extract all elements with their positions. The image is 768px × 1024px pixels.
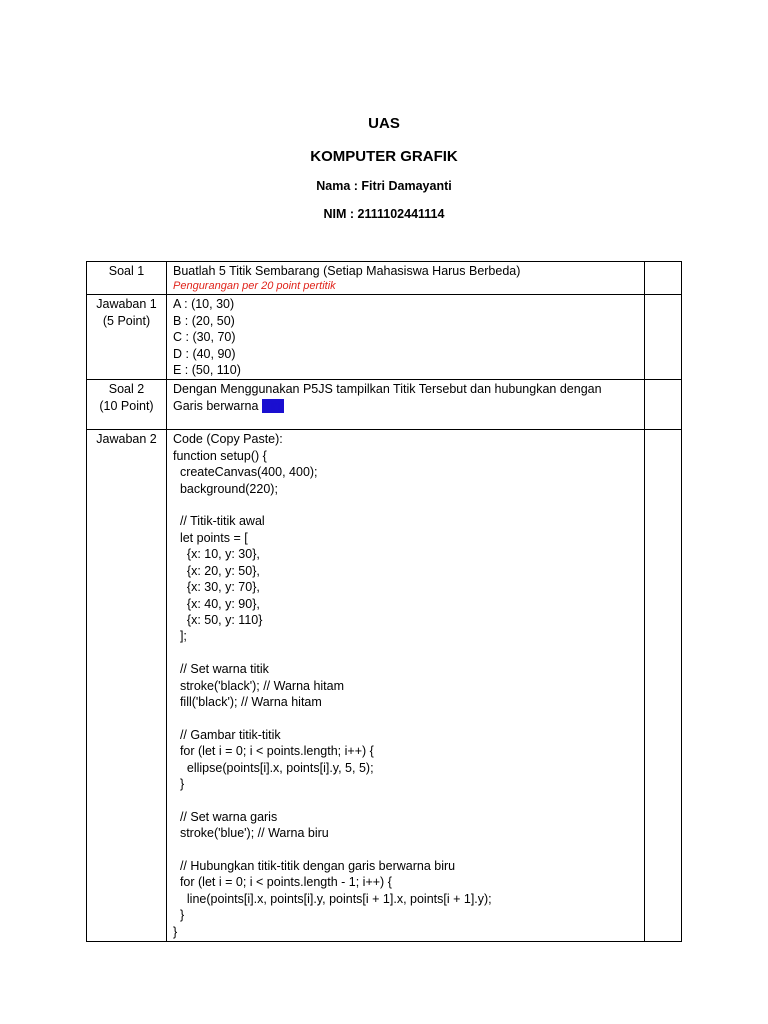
row-label (87, 430, 167, 942)
code-line: // Set warna garis (173, 809, 278, 824)
row-content (167, 380, 645, 430)
highlighted-word: Biru (261, 398, 285, 413)
code-line (173, 710, 638, 726)
soal-1-label: Soal 1 (108, 264, 145, 278)
code-block (167, 430, 645, 942)
code-line: {x: 40, y: 90}, (173, 596, 260, 611)
code-line: ]; (173, 629, 187, 644)
code-line: } (173, 924, 178, 939)
code-line: ellipse(points[i].x, points[i].y, 5, 5); (173, 760, 374, 775)
point-d: D : (40, 90) (173, 346, 236, 361)
code-line (173, 497, 638, 513)
code-line: } (173, 908, 185, 923)
code-line: {x: 30, y: 70}, (173, 580, 260, 595)
code-line: stroke('blue'); // Warna biru (173, 826, 329, 841)
jawaban-1-points: (5 Point) (102, 313, 151, 328)
code-line: // Titik-titik awal (173, 514, 265, 529)
soal-1-note: Pengurangan per 20 point pertitik (173, 280, 336, 293)
code-line: for (let i = 0; i < points.length - 1; i++) { (173, 875, 392, 890)
code-line: createCanvas(400, 400); (173, 465, 318, 480)
code-line: // Set warna titik (173, 662, 269, 677)
jawaban-1-label: Jawaban 1 (96, 297, 157, 312)
code-line: line(points[i].x, points[i].y, points[i + 1].x, points[i + 1].y); (173, 891, 492, 906)
row-label (87, 380, 167, 430)
code-line: Code (Copy Paste): (173, 432, 283, 447)
table-row-jawaban-2 (87, 430, 682, 942)
code-line: {x: 10, y: 30}, (173, 547, 260, 562)
row-content (167, 262, 645, 295)
code-line: for (let i = 0; i < points.length; i++) { (173, 744, 374, 759)
code-line: {x: 50, y: 110} (173, 612, 263, 627)
point-a: A : (10, 30) (173, 297, 235, 312)
code-line: background(220); (173, 481, 278, 496)
soal-2-points: (10 Point) (99, 398, 154, 413)
code-line: fill('black'); // Warna hitam (173, 694, 322, 709)
code-line: // Hubungkan titik-titik dengan garis berwarna biru (173, 859, 456, 873)
row-label (87, 295, 167, 380)
score-cell (645, 380, 682, 430)
point-b: B : (20, 50) (173, 313, 235, 328)
code-line: let points = [ (173, 530, 248, 545)
exam-table (86, 261, 682, 942)
score-cell (645, 430, 682, 942)
code-line (173, 792, 638, 808)
document-subtitle: KOMPUTER GRAFIK (310, 148, 458, 165)
row-label (87, 262, 167, 295)
soal-2-text-line-2 (173, 398, 638, 414)
code-line: {x: 20, y: 50}, (173, 563, 260, 578)
code-line (173, 842, 638, 858)
soal-2-label: Soal 2 (108, 382, 145, 397)
soal-2-text-line-1: Dengan Menggunakan P5JS tampilkan Titik Tersebut dan hubungkan dengan (173, 382, 602, 397)
score-cell (645, 262, 682, 295)
point-e: E : (50, 110) (173, 363, 241, 378)
code-line (173, 645, 638, 661)
point-c: C : (30, 70) (173, 330, 236, 345)
table-row-soal-2 (87, 380, 682, 430)
score-cell (645, 295, 682, 380)
table-row-soal-1 (87, 262, 682, 295)
table-row-jawaban-1 (87, 295, 682, 380)
soal-2-text-prefix: Garis berwarna (173, 398, 262, 413)
code-line: // Gambar titik-titik (173, 727, 281, 742)
code-line: } (173, 776, 185, 791)
document-title: UAS (368, 115, 400, 132)
jawaban-2-label: Jawaban 2 (96, 432, 157, 447)
student-nim: NIM : 2111102441114 (323, 207, 445, 221)
code-line: stroke('black'); // Warna hitam (173, 678, 345, 693)
soal-1-text: Buatlah 5 Titik Sembarang (Setiap Mahasiswa Harus Berbeda) (173, 264, 521, 278)
code-line: function setup() { (173, 448, 267, 463)
row-content (167, 295, 645, 380)
student-name: Nama : Fitri Damayanti (316, 179, 452, 193)
